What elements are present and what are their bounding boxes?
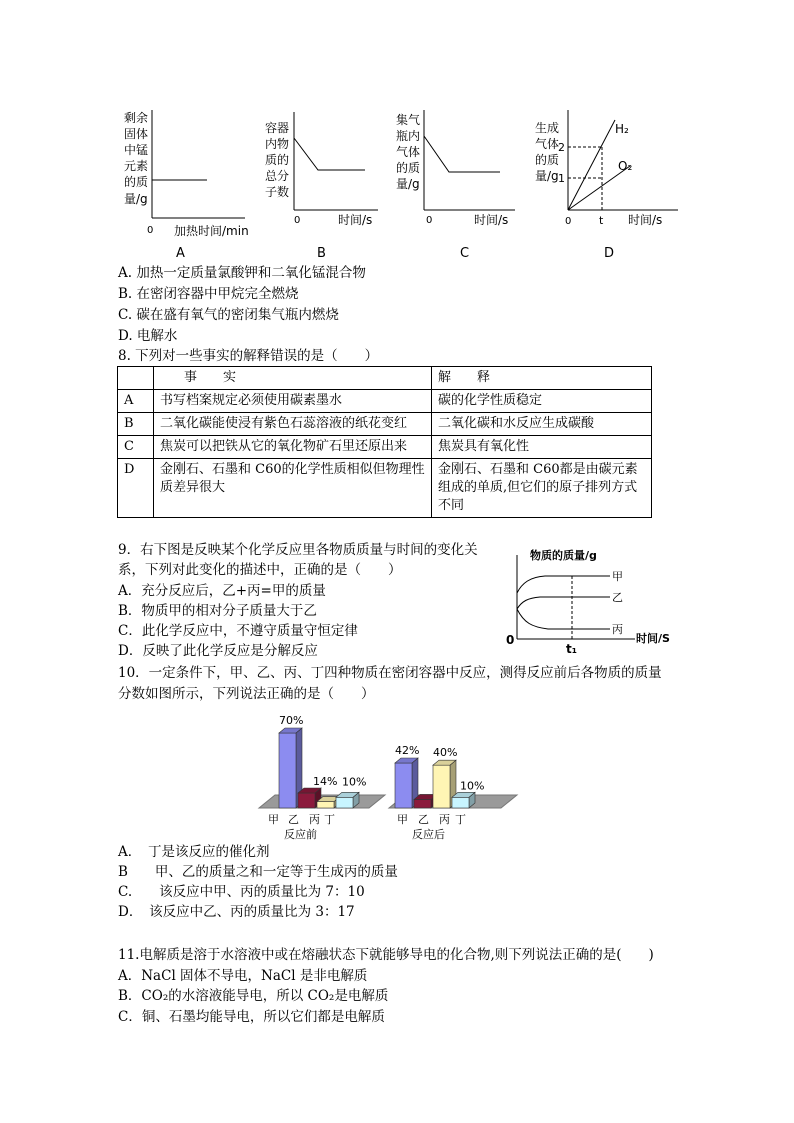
bar-label-after-ding: 10% <box>460 779 485 793</box>
graph-c-xlabel: 时间/s <box>474 213 509 227</box>
q10-stem-2: 分数如图所示，下列说法正确的是（ ） <box>118 686 375 702</box>
q9-option-a: A．充分反应后，乙+丙=甲的质量 <box>118 583 326 599</box>
graph-c-origin: 0 <box>426 215 433 226</box>
graph-c-letter: C <box>460 246 470 261</box>
q9-option-b: B．物质甲的相对分子质量大于乙 <box>118 603 317 619</box>
q10-cat-before-yi: 乙 <box>288 813 299 826</box>
q11-stem: 11.电解质是溶于水溶液中或在熔融状态下就能够导电的化合物,则下列说法正确的是( ) <box>118 947 654 963</box>
table-row <box>118 367 652 390</box>
graph-c-ylabel-line: 量/g <box>396 177 420 191</box>
q9-stem-1: 9．右下图是反映某个化学反应里各物质质量与时间的变化关 <box>118 542 478 558</box>
graph-a-ylabel-line: 量/g <box>124 192 148 206</box>
graph-a-ylabel-line: 元素 <box>124 159 149 173</box>
graph-d-h2-label: H₂ <box>615 122 629 136</box>
graph-b-ylabel-line: 总分 <box>265 169 290 183</box>
bar-label-before-jia: 70% <box>279 714 304 727</box>
bar-after-ding <box>452 792 475 808</box>
table-row <box>118 413 652 436</box>
graph-c-ylabel-line: 的质 <box>396 161 421 175</box>
q8-stem: 8. 下列对一些事实的解释错误的是（ ） <box>118 348 379 364</box>
graph-a-xlabel: 加热时间/min <box>174 224 249 238</box>
q7-graphs <box>110 100 700 265</box>
q10-cat-before-jia: 甲 <box>268 813 279 826</box>
table-row <box>118 436 652 459</box>
graph-a-origin: 0 <box>147 225 154 236</box>
table-cell-fact: 书写档案规定必须使用碳素墨水 <box>154 390 432 413</box>
graph-d-xlabel: 时间/s <box>628 213 663 227</box>
graph-a <box>124 110 249 261</box>
graph-a-letter: A <box>176 246 185 261</box>
bar-label-before-yi: 14% <box>313 775 338 788</box>
graph-d <box>535 110 678 261</box>
graph-d-ylabel-line: 生成 <box>535 121 560 135</box>
q10-cat-after-jia: 甲 <box>397 813 408 826</box>
table-cell-key: D <box>118 459 154 518</box>
graph-b-curve <box>294 138 365 170</box>
q9-xlabel: 时间/S <box>636 632 670 645</box>
q10-option-c: C. 该反应中甲、丙的质量比为 7：10 <box>118 884 365 900</box>
graph-d-ylabel-line: 的质 <box>535 153 560 167</box>
table-header-cell: 事 实 <box>154 367 432 390</box>
graph-c-ylabel-line: 瓶内 <box>396 129 421 143</box>
q10-option-b: B 甲、乙的质量之和一定等于生成丙的质量 <box>118 864 398 880</box>
graph-b-origin: 0 <box>294 215 301 226</box>
graph-b <box>265 112 378 261</box>
table-cell-explain: 碳的化学性质稳定 <box>432 390 652 413</box>
graph-a-ylabel-line: 固体 <box>124 127 149 141</box>
q10-option-a: A． 丁是该反应的催化剂 <box>118 844 270 860</box>
q9-curve-yi <box>517 597 610 609</box>
graph-b-ylabel-line: 容器 <box>265 121 290 135</box>
q10-cat-after-ding: 丁 <box>455 813 466 826</box>
q9-label-bing: 丙 <box>612 623 623 636</box>
graph-d-tick-1: 1 <box>558 172 565 185</box>
q11-option-c: C．铜、石墨均能导电，所以它们都是电解质 <box>118 1009 385 1025</box>
graph-b-letter: B <box>317 246 326 261</box>
q11-option-a: A．NaCl 固体不导电，NaCl 是非电解质 <box>118 968 368 984</box>
q9-curve-bing <box>517 609 610 629</box>
table-cell-key: A <box>118 390 154 413</box>
table-cell-explain: 二氧化碳和水反应生成碳酸 <box>432 413 652 436</box>
graph-a-ylabel-line: 的质 <box>124 175 149 189</box>
graph-d-origin: 0 <box>565 216 572 227</box>
q10-group-before: 反应前 <box>284 828 317 841</box>
graph-c-ylabel-line: 气体 <box>396 145 421 159</box>
graph-c-curve <box>424 136 500 172</box>
graph-b-ylabel-line: 质的 <box>265 153 290 167</box>
q9-option-c: C．此化学反应中，不遵守质量守恒定律 <box>118 623 358 639</box>
q10-stem-1: 10．一定条件下，甲、乙、丙、丁四种物质在密闭容器中反应，测得反应前后各物质的质量 <box>118 665 662 681</box>
graph-b-ylabel-line: 子数 <box>265 185 290 199</box>
graph-d-ylabel-line: 气体 <box>535 137 560 151</box>
table-cell-explain: 金刚石、石墨和 C60都是由碳元素组成的单质,但它们的原子排列方式不同 <box>432 459 652 518</box>
q9-origin: 0 <box>506 633 515 647</box>
q10-cat-after-yi: 乙 <box>418 813 429 826</box>
graph-d-h2-line <box>568 120 615 210</box>
q9-label-yi: 乙 <box>612 591 623 604</box>
q7-option-c: C. 碳在盛有氧气的密闭集气瓶内燃烧 <box>118 307 339 323</box>
table-header-cell <box>118 367 154 390</box>
graph-a-ylabel-line: 剩余 <box>124 111 149 125</box>
q7-option-d: D. 电解水 <box>118 328 178 344</box>
q7-option-b: B. 在密闭容器中甲烷完全燃烧 <box>118 286 299 302</box>
q10-option-d: D． 该反应中乙、丙的质量比为 3：17 <box>118 904 355 920</box>
graph-a-ylabel <box>124 111 148 206</box>
q9-curve-jia <box>517 576 610 593</box>
graph-a-ylabel-line: 中锰 <box>124 143 149 157</box>
q9-chart-ylabel: 物质的质量/g <box>530 549 597 562</box>
q10-bar-chart <box>255 705 535 845</box>
q10-category-labels <box>268 813 466 826</box>
graph-d-letter: D <box>604 246 615 261</box>
table-cell-key: C <box>118 436 154 459</box>
q10-cat-after-bing: 丙 <box>439 813 450 826</box>
bar-label-before-ding: 10% <box>342 775 367 789</box>
graph-d-o2-label: O₂ <box>618 159 633 173</box>
graph-b-ylabel-line: 内物 <box>265 137 290 151</box>
bar-before-ding <box>336 792 359 808</box>
graph-d-tick-2: 2 <box>558 141 565 154</box>
q8-table <box>117 366 652 518</box>
table-row <box>118 459 652 518</box>
graph-b-xlabel: 时间/s <box>338 213 373 227</box>
table-cell-key: B <box>118 413 154 436</box>
table-cell-explain: 焦炭具有氧化性 <box>432 436 652 459</box>
graph-c <box>396 110 515 261</box>
table-header-cell: 解 释 <box>432 367 652 390</box>
q10-cat-before-ding: 丁 <box>324 813 335 826</box>
table-cell-fact: 二氧化碳能使浸有紫色石蕊溶液的纸花变红 <box>154 413 432 436</box>
q7-option-a: A. 加热一定质量氯酸钾和二氧化锰混合物 <box>118 265 366 281</box>
graph-d-ylabel-line: 量/g <box>535 169 559 183</box>
q9-option-d: D．反映了此化学反应是分解反应 <box>118 643 318 659</box>
q9-chart <box>500 545 680 655</box>
q9-stem-2: 系，下列对此变化的描述中，正确的是（ ） <box>118 562 402 578</box>
graph-c-ylabel-line: 集气 <box>396 113 421 127</box>
q9-label-jia: 甲 <box>612 570 623 583</box>
table-row <box>118 390 652 413</box>
graph-d-tick-t: t <box>599 214 604 227</box>
table-cell-fact: 金刚石、石墨和 C60的化学性质相似但物理性质差异很大 <box>154 459 432 518</box>
q11-option-b: B．CO₂的水溶液能导电，所以 CO₂是电解质 <box>118 988 389 1004</box>
table-cell-fact: 焦炭可以把铁从它的氧化物矿石里还原出来 <box>154 436 432 459</box>
bar-label-after-jia: 42% <box>395 744 420 757</box>
bar-label-after-bing: 40% <box>433 746 458 760</box>
q10-group-after: 反应后 <box>412 828 445 841</box>
q10-cat-before-bing: 丙 <box>309 813 320 826</box>
q9-t1: t₁ <box>566 642 577 655</box>
